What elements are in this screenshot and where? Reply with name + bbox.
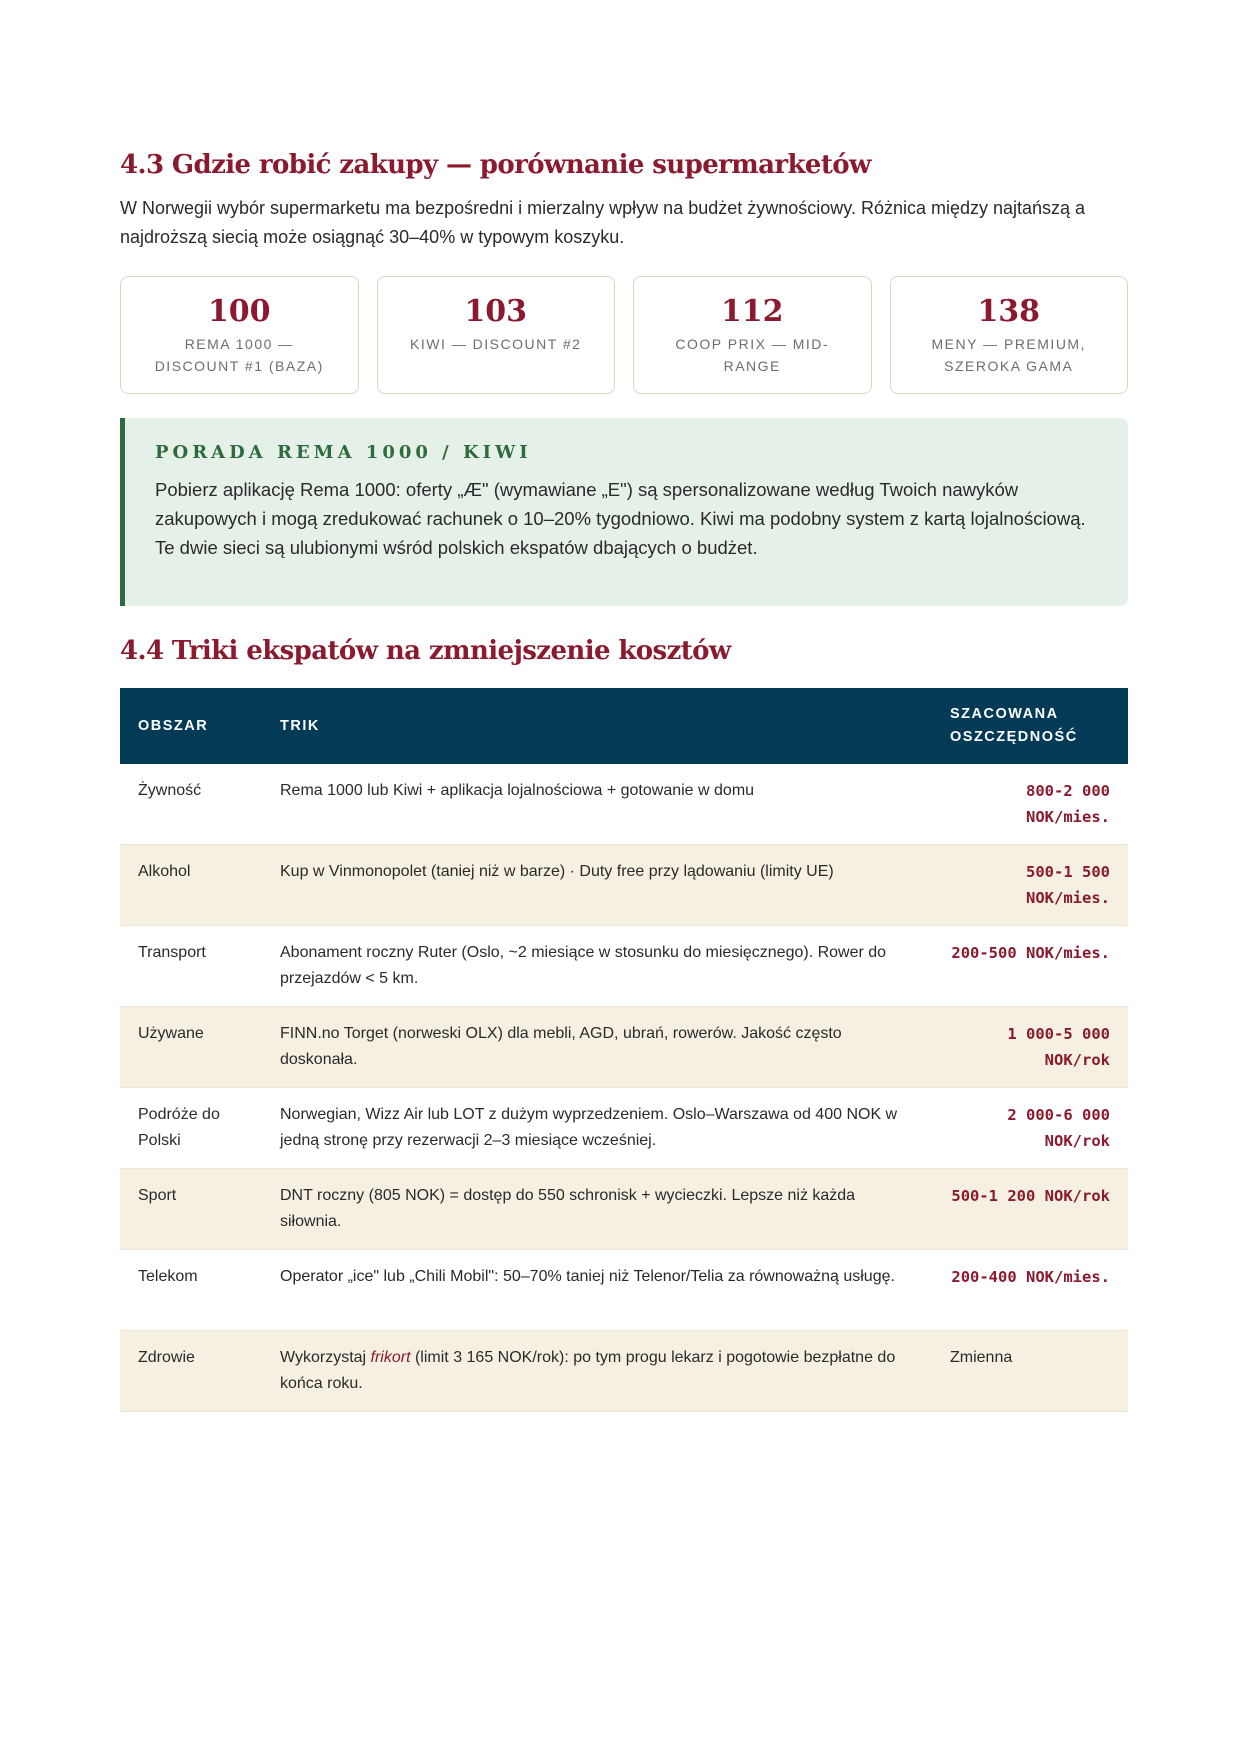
table-row [120, 1088, 1128, 1169]
cell-area: Alkohol [120, 845, 262, 926]
cell-trick [262, 1331, 932, 1412]
table-row [120, 1331, 1128, 1412]
cell-trick: FINN.no Torget (norweski OLX) dla mebli, AGD, ubrań, rowerów. Jakość często doskonała. [262, 1007, 932, 1088]
cell-saving: 800-2 000 NOK/mies. [932, 764, 1128, 845]
header-trick: TRIK [280, 717, 320, 734]
cell-trick: Norwegian, Wizz Air lub LOT z dużym wyprzedzeniem. Oslo–Warszawa od 400 NOK w jedną stronę przy rezerwacji 2–3 miesiące wcześniej. [262, 1088, 932, 1169]
cell-saving: 200-500 NOK/mies. [932, 926, 1128, 1007]
section-44-title: 4.4 Triki ekspatów na zmniejszenie kosztów [120, 636, 731, 666]
cell-trick: DNT roczny (805 NOK) = dostęp do 550 schronisk + wycieczki. Lepsze niż każda siłownia. [262, 1169, 932, 1250]
cell-saving: 500-1 500 NOK/mies. [932, 845, 1128, 926]
content [120, 150, 1128, 1412]
table-row [120, 1007, 1128, 1088]
table-row [120, 845, 1128, 926]
table-row [120, 1250, 1128, 1331]
card-value: 103 [464, 294, 528, 329]
cell-area: Używane [120, 1007, 262, 1088]
cell-area: Żywność [120, 764, 262, 845]
cell-trick: Rema 1000 lub Kiwi + aplikacja lojalnościowa + gotowanie w domu [262, 764, 932, 845]
table-row [120, 764, 1128, 845]
supermarket-price-cards [120, 276, 1128, 394]
cell-area: Sport [120, 1169, 262, 1250]
cell-area: Zdrowie [120, 1331, 262, 1412]
tip-callout [120, 418, 1128, 606]
card-label: REMA 1000 — DISCOUNT #1 (BAZA) [154, 336, 324, 374]
cell-saving: 1 000-5 000 NOK/rok [932, 1007, 1128, 1088]
cell-saving: Zmienna [932, 1331, 1128, 1412]
cell-area: Transport [120, 926, 262, 1007]
header-area: OBSZAR [138, 717, 209, 734]
header-saving: SZACOWANA OSZCZĘDNOŚĆ [950, 706, 1078, 745]
cell-trick: Kup w Vinmonopolet (taniej niż w barze) · Duty free przy lądowaniu (limity UE) [262, 845, 932, 926]
card-label: MENY — PREMIUM, SZEROKA GAMA [931, 336, 1086, 374]
trick-text-after: (limit 3 165 NOK/rok): po tym progu lekarz i pogotowie bezpłatne do końca roku. [280, 1349, 896, 1392]
table-row [120, 926, 1128, 1007]
table-row [120, 1169, 1128, 1250]
section-43-title: 4.3 Gdzie robić zakupy — porównanie supermarketów [120, 150, 871, 180]
table-header-row [120, 688, 1128, 764]
section-43-intro: W Norwegii wybór supermarketu ma bezpośredni i mierzalny wpływ na budżet żywnościowy. Różnica między najtańszą a najdroższą siecią może osiągnąć 30–40% w typowym koszyku. [120, 198, 1086, 247]
cell-saving: 200-400 NOK/mies. [932, 1250, 1128, 1331]
tip-title: PORADA REMA 1000 / KIWI [155, 442, 532, 463]
cell-area: Telekom [120, 1250, 262, 1331]
price-card-coop [633, 276, 872, 394]
price-card-kiwi [377, 276, 616, 394]
card-label: COOP PRIX — MID-RANGE [675, 336, 830, 374]
card-value: 138 [977, 294, 1041, 329]
frikort-term: frikort [370, 1349, 411, 1366]
savings-table [120, 688, 1128, 1412]
price-card-meny [890, 276, 1129, 394]
cell-trick: Abonament roczny Ruter (Oslo, ~2 miesiące w stosunku do miesięcznego). Rower do przejazdów < 5 km. [262, 926, 932, 1007]
card-value: 112 [720, 294, 784, 329]
card-value: 100 [207, 294, 271, 329]
cell-saving: 2 000-6 000 NOK/rok [932, 1088, 1128, 1169]
price-card-rema [120, 276, 359, 394]
card-label: KIWI — DISCOUNT #2 [410, 336, 582, 352]
trick-text-before: Wykorzystaj [280, 1349, 371, 1366]
cell-saving: 500-1 200 NOK/rok [932, 1169, 1128, 1250]
cell-area: Podróże do Polski [120, 1088, 262, 1169]
tip-text: Pobierz aplikację Rema 1000: oferty „Æ" (wymawiane „E") są spersonalizowane według Twoich nawyków zakupowych i mogą zredukować rachunek o 10–20% tygodniowo. Kiwi ma podobny system z kartą lojalnościową. Te dwie sieci są ulubionymi wśród polskich ekspatów dbających o budżet. [155, 479, 1086, 558]
cell-trick: Operator „ice" lub „Chili Mobil": 50–70% taniej niż Telenor/Telia za równoważną usługę. [262, 1250, 932, 1331]
